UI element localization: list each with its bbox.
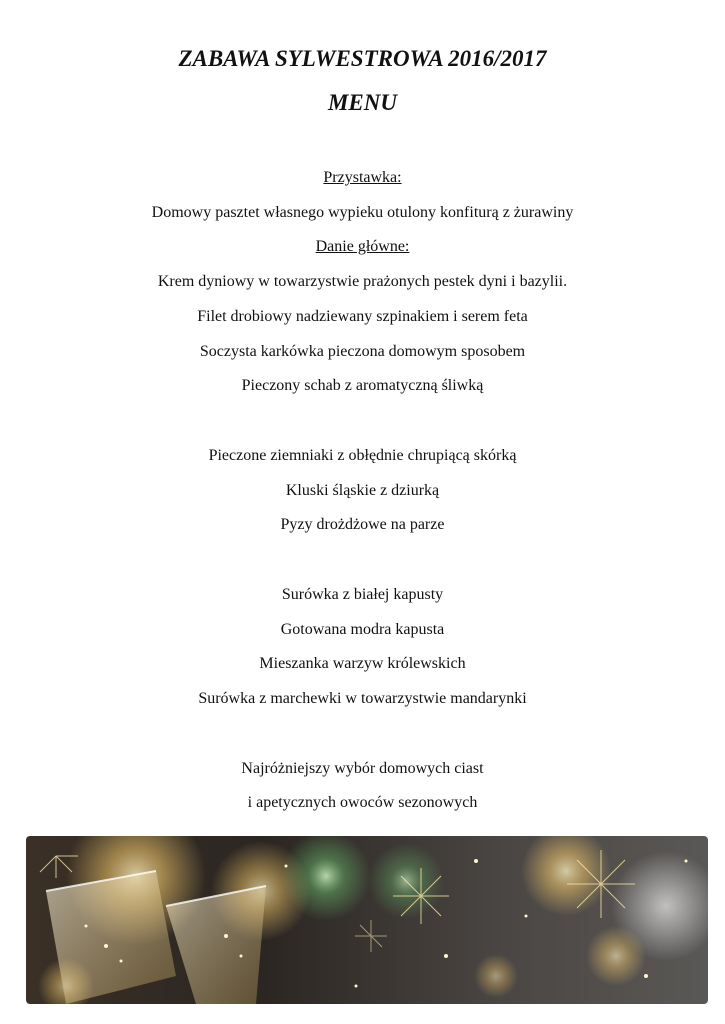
side-item-2: Kluski śląskie z dziurką [285, 482, 440, 499]
dessert-item-1: Najróżniejszy wybór domowych ciast [241, 760, 484, 777]
main-course-heading: Danie główne: [315, 238, 410, 255]
starter-item: Domowy pasztet własnego wypieku otulony konfiturą z żurawiny [151, 204, 574, 221]
dessert-item-2: i apetycznych owoców sezonowych [247, 794, 478, 811]
fireworks-banner-image [26, 836, 708, 1004]
meat-item-3: Pieczony schab z aromatyczną śliwką [241, 377, 484, 394]
salad-item-2: Gotowana modra kapusta [280, 621, 445, 638]
side-item-3: Pyzy drożdżowe na parze [280, 516, 445, 533]
soup-item: Krem dyniowy w towarzystwie prażonych pestek dyni i bazylii. [157, 273, 568, 290]
menu-title: MENU [327, 90, 397, 115]
salad-item-1: Surówka z białej kapusty [281, 586, 444, 603]
side-item-1: Pieczone ziemniaki z obłędnie chrupiącą skórką [208, 447, 517, 464]
event-title: ZABAWA SYLWESTROWA 2016/2017 [178, 46, 547, 71]
salad-item-3: Mieszanka warzyw królewskich [259, 655, 466, 672]
meat-item-1: Filet drobiowy nadziewany szpinakiem i serem feta [197, 308, 528, 325]
starter-heading: Przystawka: [323, 169, 402, 186]
meat-item-2: Soczysta karkówka pieczona domowym sposobem [199, 343, 526, 360]
salad-item-4: Surówka z marchewki w towarzystwie mandarynki [198, 690, 527, 707]
